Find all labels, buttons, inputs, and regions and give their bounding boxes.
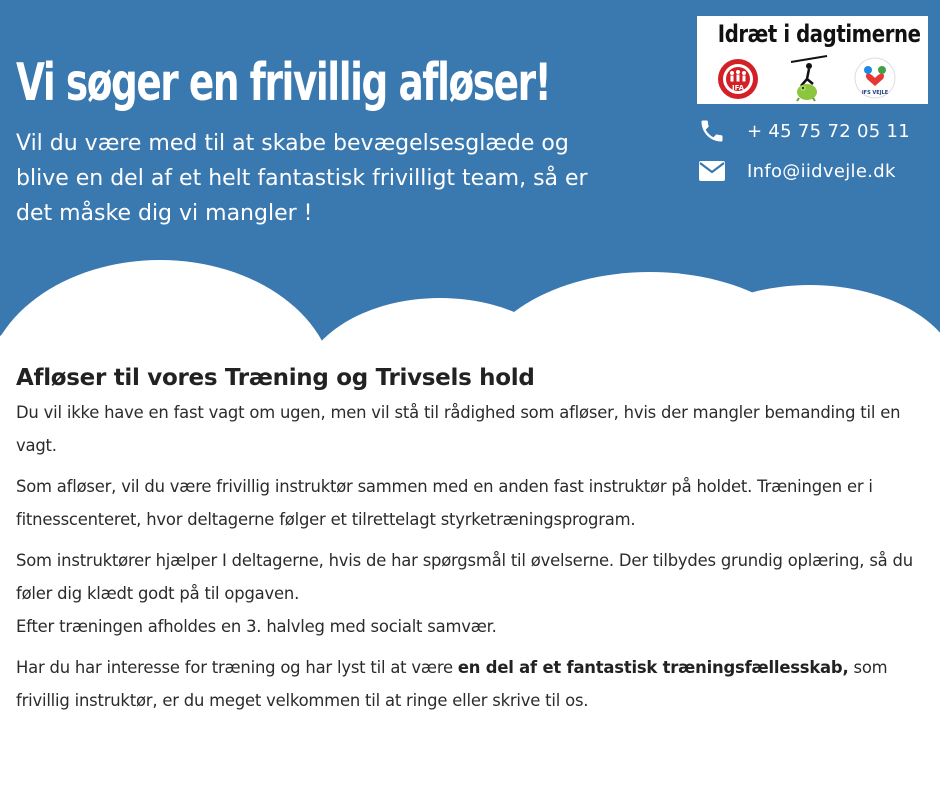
- paragraph-training-text: Som instruktører hjælper I deltagerne, hvis de har spørgsmål til øvelserne. Der tilbydes grundig oplæring, så du føler dig klædt godt på til opgaven.: [16, 551, 913, 603]
- organization-logo: [697, 16, 928, 104]
- main-content: [16, 362, 926, 725]
- phone-icon: [697, 116, 727, 146]
- logo-title: Idræt i dagtimerne: [717, 20, 921, 48]
- paragraph-role: Som afløser, vil du være frivillig instruktør sammen med en anden fast instruktør på holdet. Træningen er i fitnesscenteret, hvor deltagerne følger et tilrettelagt styrketræningsprogram.: [16, 477, 873, 529]
- invitation-highlight: en del af et fantastisk træningsfællesskab,: [457, 658, 849, 677]
- page-title: Vi søger en frivillig afløser!: [16, 53, 551, 113]
- ifs-badge-label: IFS VEJLE: [861, 90, 889, 96]
- section-heading: Afløser til vores Træning og Trivsels hold: [16, 365, 535, 391]
- envelope-icon: [697, 156, 727, 186]
- page-subtitle: Vil du være med til at skabe bevægelsesglæde og blive en del af et helt fantastisk frivilligt team, så er det måske dig vi mangler !: [16, 131, 588, 226]
- invitation-end: som frivillig instruktør, er du meget velkommen til at ringe eller skrive til os.: [16, 658, 888, 710]
- paragraph-availability: Du vil ikke have en fast vagt om ugen, men vil stå til rådighed som afløser, hvis der mangler bemanding til en vagt.: [16, 403, 901, 455]
- ifs-vejle-badge-icon: [854, 56, 896, 100]
- contact-phone[interactable]: [697, 116, 911, 146]
- contact-email[interactable]: [697, 156, 896, 186]
- paragraph-training: [16, 544, 926, 643]
- ifa-badge-label: IFA: [731, 84, 745, 92]
- email-address[interactable]: Info@iidvejle.dk: [747, 160, 896, 182]
- invitation-start: Har du har interesse for træning og har lyst til at være: [16, 658, 458, 677]
- paragraph-invitation: [16, 651, 926, 717]
- phone-number[interactable]: + 45 75 72 05 11: [747, 120, 911, 142]
- mascot-figure-icon: [787, 54, 833, 102]
- paragraph-social-text: Efter træningen afholdes en 3. halvleg med socialt samvær.: [16, 617, 497, 636]
- ifa-badge-icon: [717, 58, 759, 100]
